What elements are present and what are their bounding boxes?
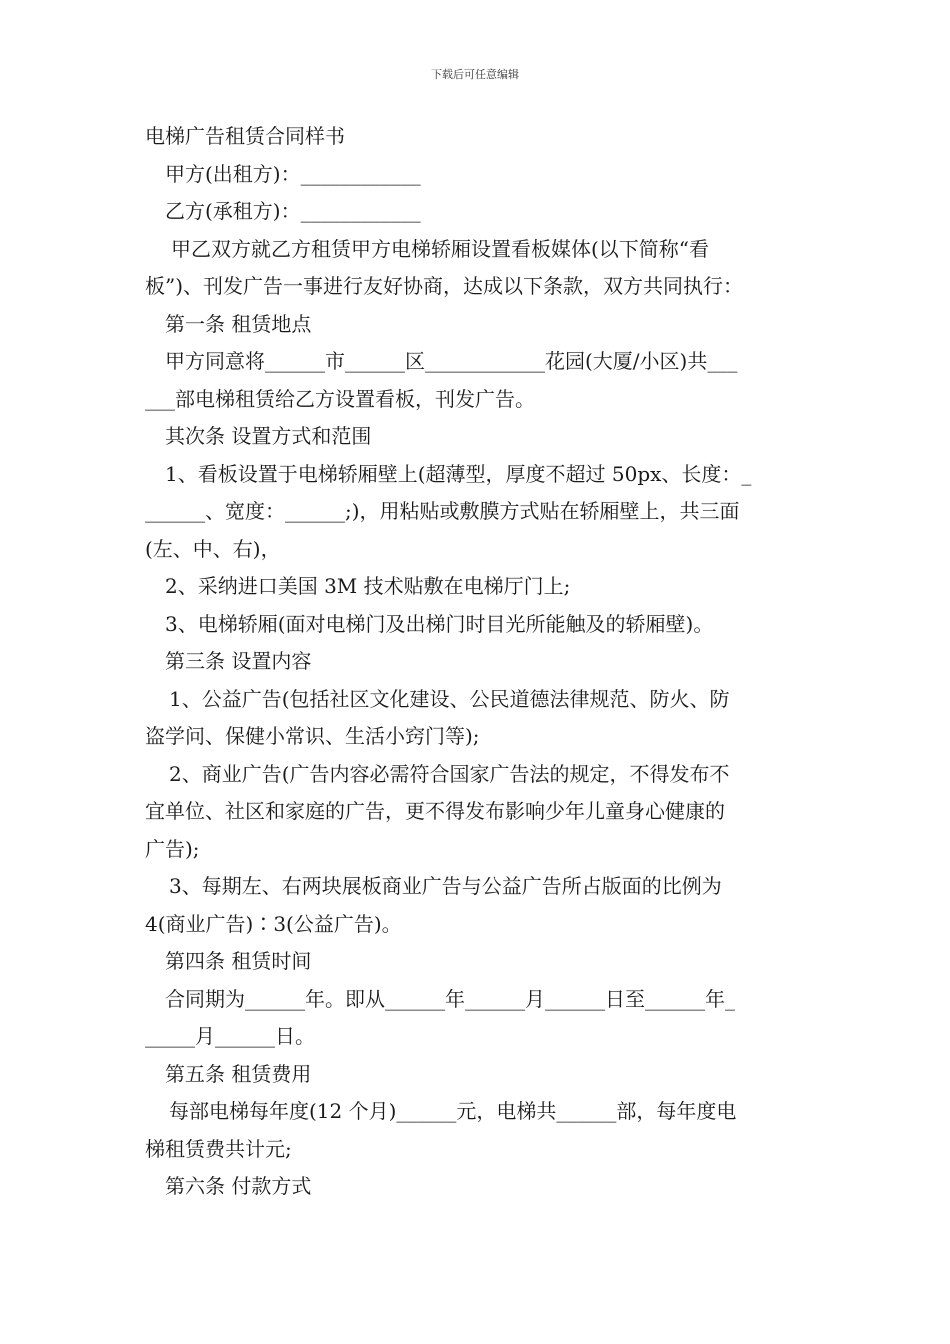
article-2-item-1-line-1: 1、看板设置于电梯轿厢壁上(超薄型，厚度不超过 50px、长度：_: [165, 461, 752, 486]
article-3-item-1-line-1: 1、公益广告(包括社区文化建设、公民道德法律规范、防火、防: [169, 686, 730, 711]
article-3-item-2-line-3: 广告);: [145, 836, 200, 861]
article-6-heading: 第六条 付款方式: [165, 1174, 312, 1198]
article-3-item-1-line-2: 盗学问、保健小常识、生活小窍门等);: [145, 724, 480, 748]
page-header-note: 下载后可任意编辑: [431, 68, 519, 81]
article-3-heading: 第三条 设置内容: [165, 649, 312, 673]
party-a-line: 甲方(出租方)：____________: [165, 161, 421, 186]
document-body: [145, 118, 810, 1206]
party-b-line: 乙方(承租方)：____________: [165, 199, 421, 223]
article-2-item-1-line-3: (左、中、右)，: [145, 536, 281, 561]
preamble-line-1: 甲乙双方就乙方租赁甲方电梯轿厢设置看板媒体(以下简称“看: [171, 236, 710, 261]
article-4-heading: 第四条 租赁时间: [165, 949, 312, 973]
article-3-item-3-line-1: 3、每期左、右两块展板商业广告与公益广告所占版面的比例为: [169, 874, 722, 898]
article-5-line-2: 梯租赁费共计元;: [145, 1136, 292, 1161]
article-1-line-1: 甲方同意将______市______区____________花园(大厦/小区)共___: [165, 349, 738, 373]
article-2-item-3: 3、电梯轿厢(面对电梯门及出梯门时目光所能触及的轿厢壁)。: [165, 611, 714, 636]
article-5-line-1: 每部电梯每年度(12 个月)______元，电梯共______部，每年度电: [169, 1099, 737, 1123]
article-4-line-1: 合同期为______年。即从______年______月______日至______年_: [165, 986, 735, 1011]
article-4-line-2: _____月______日。: [145, 1024, 315, 1048]
article-1-line-2: ___部电梯租赁给乙方设置看板，刊发广告。: [145, 386, 535, 411]
document-title: 电梯广告租赁合同样书: [145, 124, 345, 148]
article-3-item-2-line-1: 2、商业广告(广告内容必需符合国家广告法的规定，不得发布不: [169, 761, 730, 786]
article-2-heading: 其次条 设置方式和范围: [165, 424, 372, 448]
article-1-heading: 第一条 租赁地点: [165, 311, 312, 336]
article-2-item-1-line-2: ______、宽度：______;)，用粘贴或敷膜方式贴在轿厢壁上，共三面: [145, 499, 740, 523]
article-2-item-2: 2、采纳进口美国 3M 技术贴敷在电梯厅门上;: [165, 574, 571, 598]
article-3-item-3-line-2: 4(商业广告)∶3(公益广告)。: [145, 911, 402, 936]
article-3-item-2-line-2: 宜单位、社区和家庭的广告，更不得发布影响少年儿童身心健康的: [145, 799, 725, 823]
article-5-heading: 第五条 租赁费用: [165, 1061, 312, 1086]
preamble-line-2: 板”)、刊发广告一事进行友好协商，达成以下条款，双方共同执行：: [145, 274, 744, 298]
